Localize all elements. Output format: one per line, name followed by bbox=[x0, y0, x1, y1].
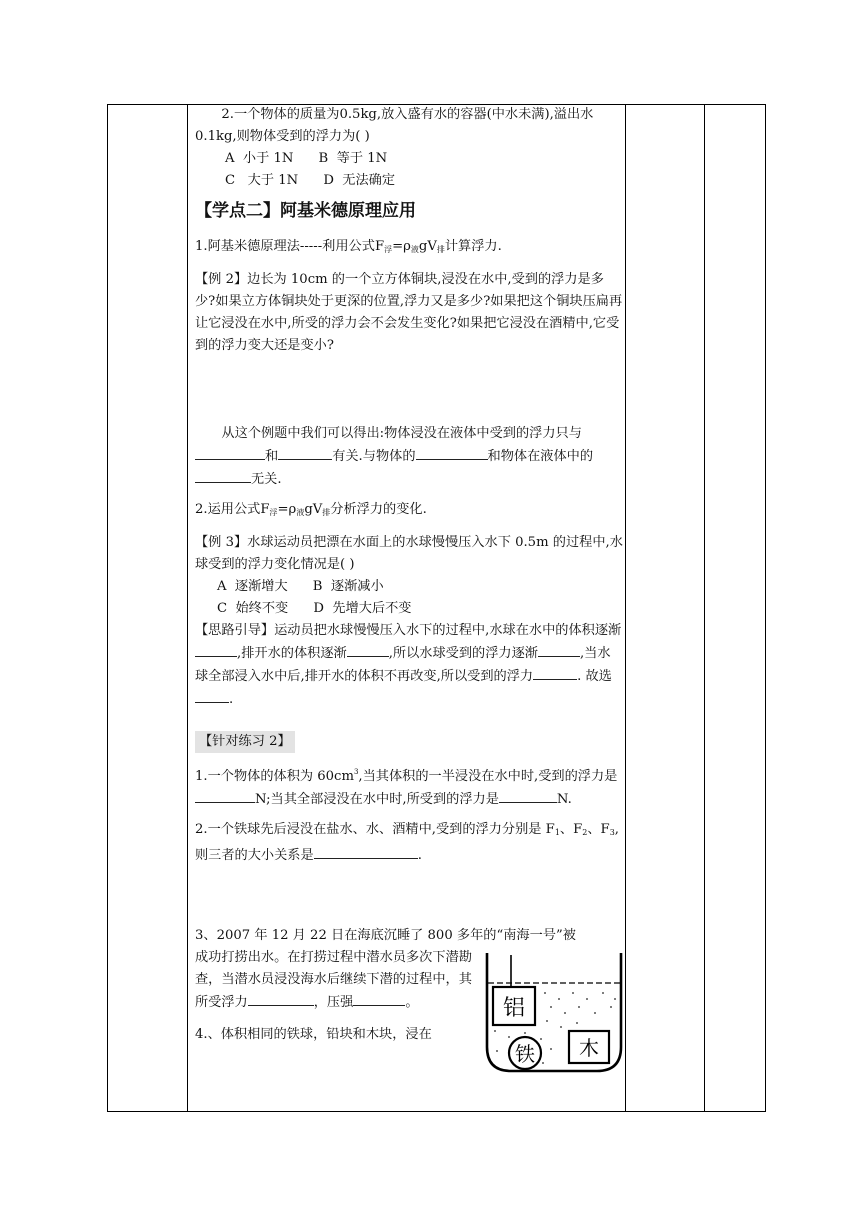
blank[interactable] bbox=[499, 788, 557, 803]
blank[interactable] bbox=[538, 642, 580, 657]
blank[interactable] bbox=[278, 445, 332, 460]
example-3-options-ab: A 逐渐增大 B 逐渐减小 bbox=[217, 579, 384, 594]
formula: $F_浮=\rho_液gV_排$ bbox=[260, 502, 331, 517]
question-2-options-ab: A 小于 1N B 等于 1N bbox=[225, 151, 388, 166]
guide-label: 【思路引导】 bbox=[195, 623, 275, 638]
question-2-stem: 2.一个物体的质量为0.5kg,放入盛有水的容器(中水未满),溢出水0.1kg,则物体受到的浮力为( ) bbox=[195, 107, 594, 144]
answer-space bbox=[195, 867, 623, 925]
thinking-guide: 【思路引导】运动员把水球慢慢压入水下的过程中,水球在水中的体积逐渐,排开水的体积逐渐 ,所以水球受到的浮力逐渐 ,当水球全部浸入水中后,排开水的体积不再改变,所以受到的浮力 . 故选. bbox=[195, 623, 622, 707]
example-2: 【例 2】边长为 10cm 的一个立方体铜块,浸没在水中,受到的浮力是多少?如果立方体铜块处于更深的位置,浮力又是多少?如果把这个铜块压扁再让它浸没在水中,所受的浮力会不会发生变化?如果把它浸没在酒精中,它受到的浮力变大还是变小? bbox=[195, 272, 623, 353]
main-content-cell bbox=[195, 104, 623, 1110]
wood-label: 木 bbox=[579, 1036, 599, 1060]
blank[interactable] bbox=[195, 445, 265, 460]
method-1: 1.阿基米德原理法-----利用公式$F_浮=\rho_液gV_排$计算浮力. bbox=[195, 239, 502, 254]
practice-question-4: 4.、体积相同的铁球，铅块和木块，浸在 bbox=[195, 1027, 432, 1042]
blank[interactable] bbox=[195, 688, 229, 703]
blank[interactable] bbox=[195, 642, 237, 657]
table-column-divider bbox=[187, 104, 188, 1112]
example-3: 【例 3】水球运动员把漂在水面上的水球慢慢压入水下 0.5m 的过程中,水球受到的浮力变化情况是( ) bbox=[195, 535, 623, 572]
practice-question-1: 1.一个物体的体积为 $60cm^3$,当其体积的一半浸没在水中时,受到的浮力是N;当其全部浸没在水中时,所受到的浮力是 N. bbox=[195, 768, 618, 807]
blank[interactable] bbox=[314, 844, 418, 859]
blank[interactable] bbox=[195, 468, 251, 483]
aluminum-label: 铝 bbox=[502, 996, 526, 1021]
example-3-label: 【例 3】 bbox=[195, 535, 248, 550]
blank[interactable] bbox=[533, 665, 577, 680]
blank[interactable] bbox=[347, 642, 389, 657]
blank[interactable] bbox=[416, 445, 488, 460]
practice-question-2: 2.一个铁球先后浸没在盐水、水、酒精中,受到的浮力分别是 $F_1$、$F_2$、$F_3$,则三者的大小关系是 . bbox=[195, 822, 619, 863]
conclusion-fill-in: 从这个例题中我们可以得出:物体浸没在液体中受到的浮力只与和 有关.与物体的 和物体在液体中的无关. bbox=[195, 423, 623, 491]
example-3-options-cd: C 始终不变 D 先增大后不变 bbox=[217, 601, 412, 616]
table-column-divider bbox=[625, 104, 626, 1112]
practice-label-line bbox=[195, 731, 623, 753]
practice-label: 【针对练习 2】 bbox=[195, 731, 295, 753]
formula: $F_浮=\rho_液gV_排$ bbox=[374, 239, 445, 254]
blank[interactable] bbox=[353, 991, 405, 1006]
container-figure bbox=[485, 947, 623, 1073]
method-2: 2.运用公式$F_浮=\rho_液gV_排$分析浮力的变化. bbox=[195, 502, 427, 517]
blank[interactable] bbox=[248, 991, 314, 1006]
table-column-divider bbox=[704, 104, 705, 1112]
example-2-label: 【例 2】 bbox=[195, 272, 248, 287]
iron-label: 铁 bbox=[515, 1042, 535, 1066]
answer-space bbox=[195, 357, 623, 423]
question-2-options-cd: C 大于 1N D 无法确定 bbox=[225, 173, 396, 188]
section-heading: 【学点二】阿基米德原理应用 bbox=[195, 201, 416, 221]
practice-question-3: 成功打捞出水。在打捞过程中潜水员多次下潜勘查，当潜水员浸没海水后继续下潜的过程中，其所受浮力 ，压强 。 bbox=[195, 950, 472, 1010]
practice-question-3-first-line: 3、2007 年 12 月 22 日在海底沉睡了 800 多年的“南海一号”被 bbox=[195, 928, 576, 943]
blank[interactable] bbox=[195, 788, 255, 803]
practice-question-3-block bbox=[195, 947, 623, 1066]
